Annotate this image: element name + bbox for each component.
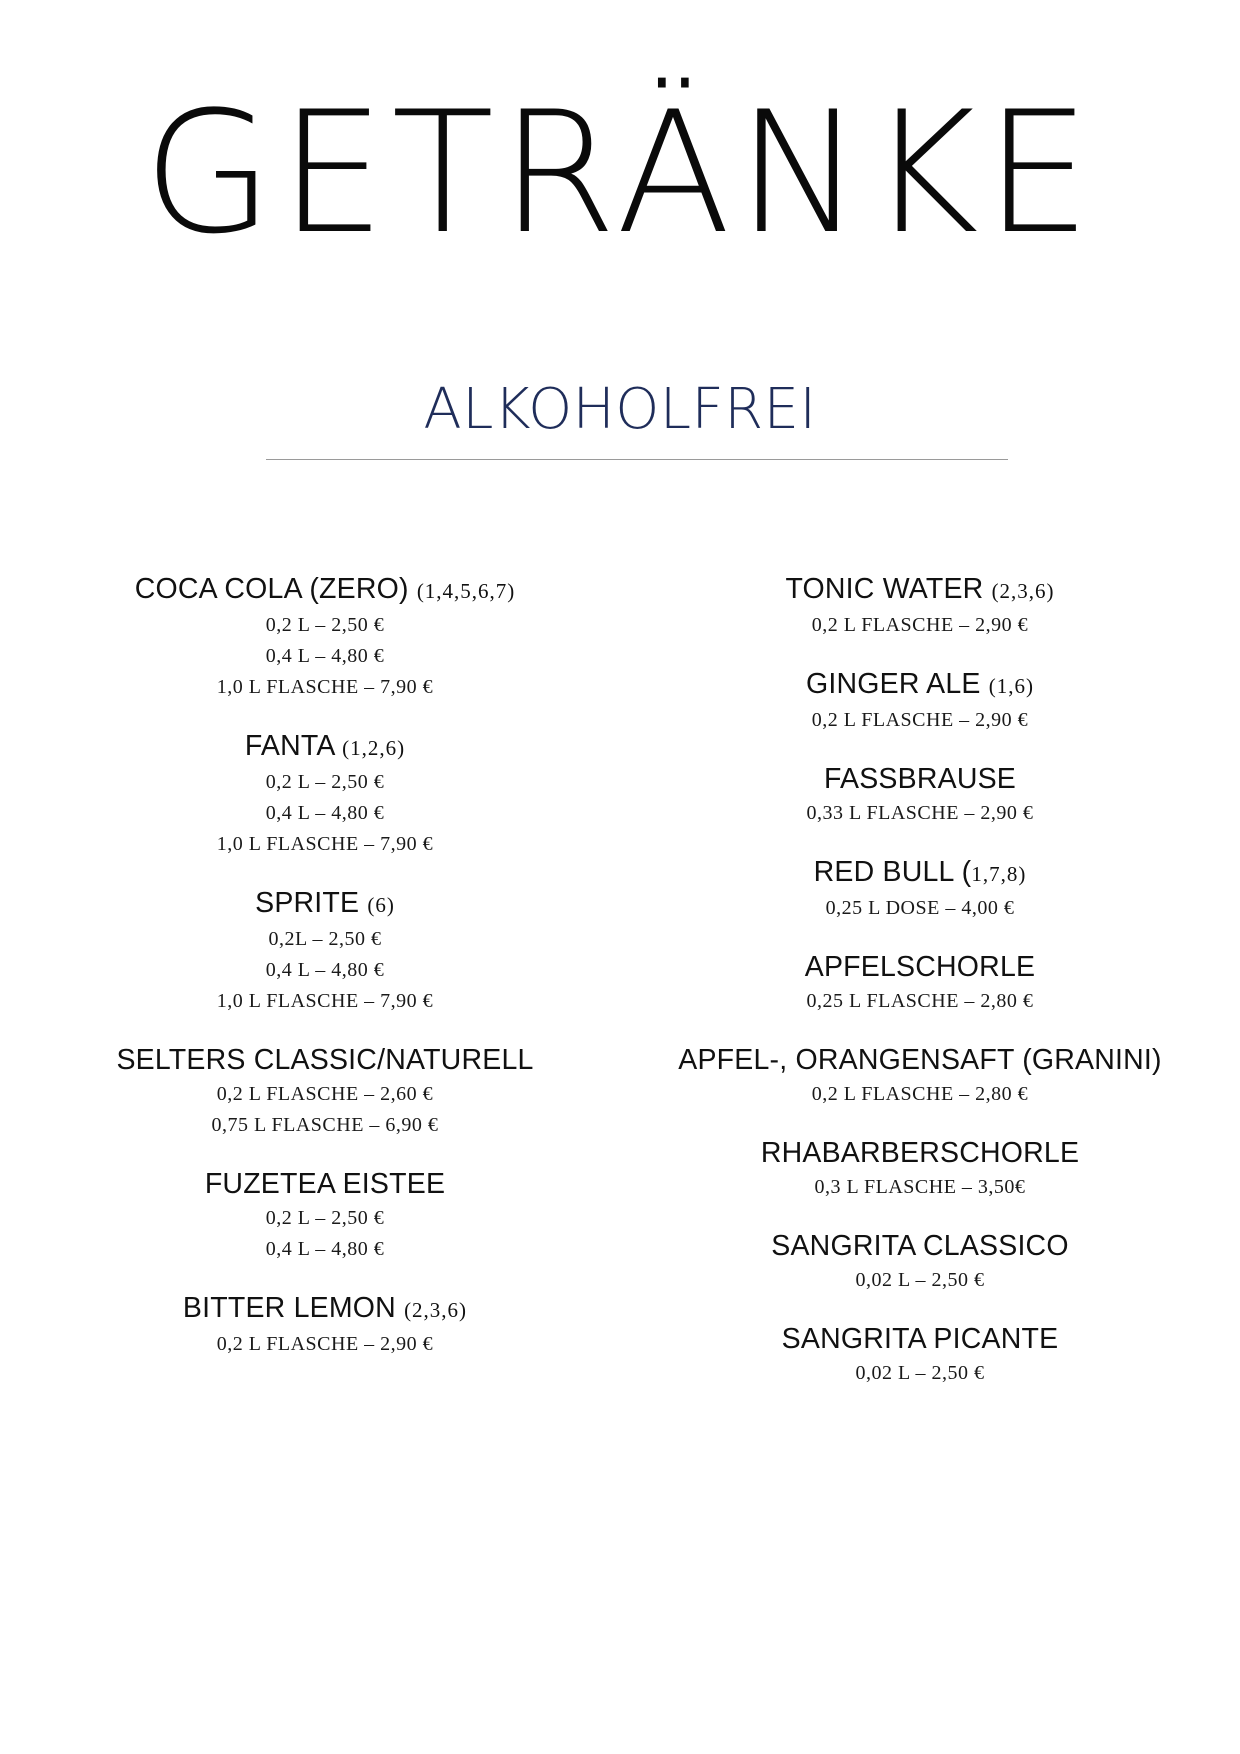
item-price: 0,2 L – 2,50 € xyxy=(265,1207,385,1229)
menu-item xyxy=(105,727,545,860)
item-name xyxy=(660,760,1180,798)
item-name-text: RHABARBERSCHORLE xyxy=(760,1137,1080,1169)
item-name xyxy=(105,1289,545,1329)
menu-item xyxy=(660,1320,1180,1389)
drinks-column-right xyxy=(660,570,1180,1413)
item-name-text: BITTER LEMON xyxy=(182,1292,396,1324)
item-name-text: COCA COLA (ZERO) xyxy=(134,573,409,605)
item-name-text: SANGRITA CLASSICO xyxy=(771,1230,1069,1262)
item-name xyxy=(660,570,1180,610)
item-name-text: GINGER ALE xyxy=(805,668,981,700)
section-divider xyxy=(266,459,1008,460)
item-price: 1,0 L FLASCHE – 7,90 € xyxy=(216,990,434,1012)
item-name xyxy=(660,1320,1180,1358)
menu-item xyxy=(105,1041,545,1141)
item-allergens: (1,2,6) xyxy=(342,736,406,760)
item-name-text: SELTERS CLASSIC/NATURELL xyxy=(116,1044,534,1076)
item-price: 0,2 L FLASCHE – 2,80 € xyxy=(811,1083,1029,1105)
item-name xyxy=(660,948,1180,986)
item-name xyxy=(660,1227,1180,1265)
item-name-text: APFEL-, ORANGENSAFT (GRANINI) xyxy=(678,1044,1162,1076)
item-name-text: FUZETEA EISTEE xyxy=(204,1168,446,1200)
item-name xyxy=(660,1041,1180,1079)
item-name xyxy=(105,1165,545,1203)
item-price: 0,2 L – 2,50 € xyxy=(265,614,385,636)
item-price: 1,0 L FLASCHE – 7,90 € xyxy=(216,676,434,698)
menu-item xyxy=(105,570,545,703)
item-price: 0,4 L – 4,80 € xyxy=(265,645,385,667)
item-allergens: 1,7,8) xyxy=(971,862,1027,886)
item-name-text: APFELSCHORLE xyxy=(804,951,1036,983)
item-allergens: (1,4,5,6,7) xyxy=(416,579,516,603)
section-title: ALKOHOLFREI xyxy=(423,377,817,442)
item-price: 0,25 L DOSE – 4,00 € xyxy=(825,897,1015,919)
item-name-text: RED BULL ( xyxy=(813,856,972,888)
menu-item xyxy=(105,884,545,1017)
menu-item xyxy=(660,760,1180,829)
item-price: 0,4 L – 4,80 € xyxy=(265,1238,385,1260)
item-price: 0,75 L FLASCHE – 6,90 € xyxy=(211,1114,439,1136)
item-price: 0,02 L – 2,50 € xyxy=(855,1362,985,1384)
menu-item xyxy=(660,853,1180,924)
menu-item xyxy=(660,1134,1180,1203)
drinks-column-left xyxy=(105,570,545,1384)
item-price: 1,0 L FLASCHE – 7,90 € xyxy=(216,833,434,855)
item-allergens: (1,6) xyxy=(988,674,1035,698)
item-name xyxy=(105,1041,545,1079)
menu-item xyxy=(660,1227,1180,1296)
item-name xyxy=(660,853,1180,893)
item-name xyxy=(105,727,545,767)
item-price: 0,4 L – 4,80 € xyxy=(265,959,385,981)
item-name xyxy=(105,570,545,610)
item-name xyxy=(660,1134,1180,1172)
item-price: 0,4 L – 4,80 € xyxy=(265,802,385,824)
item-price: 0,02 L – 2,50 € xyxy=(855,1269,985,1291)
item-allergens: (2,3,6) xyxy=(404,1298,468,1322)
item-price: 0,2 L – 2,50 € xyxy=(265,771,385,793)
item-price: 0,33 L FLASCHE – 2,90 € xyxy=(806,802,1034,824)
item-name xyxy=(105,884,545,924)
menu-item xyxy=(660,665,1180,736)
item-price: 0,2 L FLASCHE – 2,90 € xyxy=(811,614,1029,636)
item-name xyxy=(660,665,1180,705)
item-name-text: SPRITE xyxy=(255,887,360,919)
menu-item xyxy=(105,1165,545,1265)
page-title: GETRÄNKE xyxy=(143,75,1097,271)
item-allergens: (6) xyxy=(367,893,395,917)
item-price: 0,2L – 2,50 € xyxy=(268,928,382,950)
item-price: 0,25 L FLASCHE – 2,80 € xyxy=(806,990,1034,1012)
menu-item xyxy=(660,1041,1180,1110)
item-name-text: FASSBRAUSE xyxy=(823,763,1017,795)
item-price: 0,2 L FLASCHE – 2,90 € xyxy=(811,709,1029,731)
menu-item xyxy=(660,948,1180,1017)
item-name-text: FANTA xyxy=(244,730,335,762)
item-price: 0,2 L FLASCHE – 2,60 € xyxy=(216,1083,434,1105)
item-price: 0,2 L FLASCHE – 2,90 € xyxy=(216,1333,434,1355)
menu-item xyxy=(105,1289,545,1360)
item-name-text: SANGRITA PICANTE xyxy=(781,1323,1059,1355)
item-name-text: TONIC WATER xyxy=(785,573,984,605)
item-allergens: (2,3,6) xyxy=(991,579,1055,603)
item-price: 0,3 L FLASCHE – 3,50€ xyxy=(814,1176,1026,1198)
menu-item xyxy=(660,570,1180,641)
